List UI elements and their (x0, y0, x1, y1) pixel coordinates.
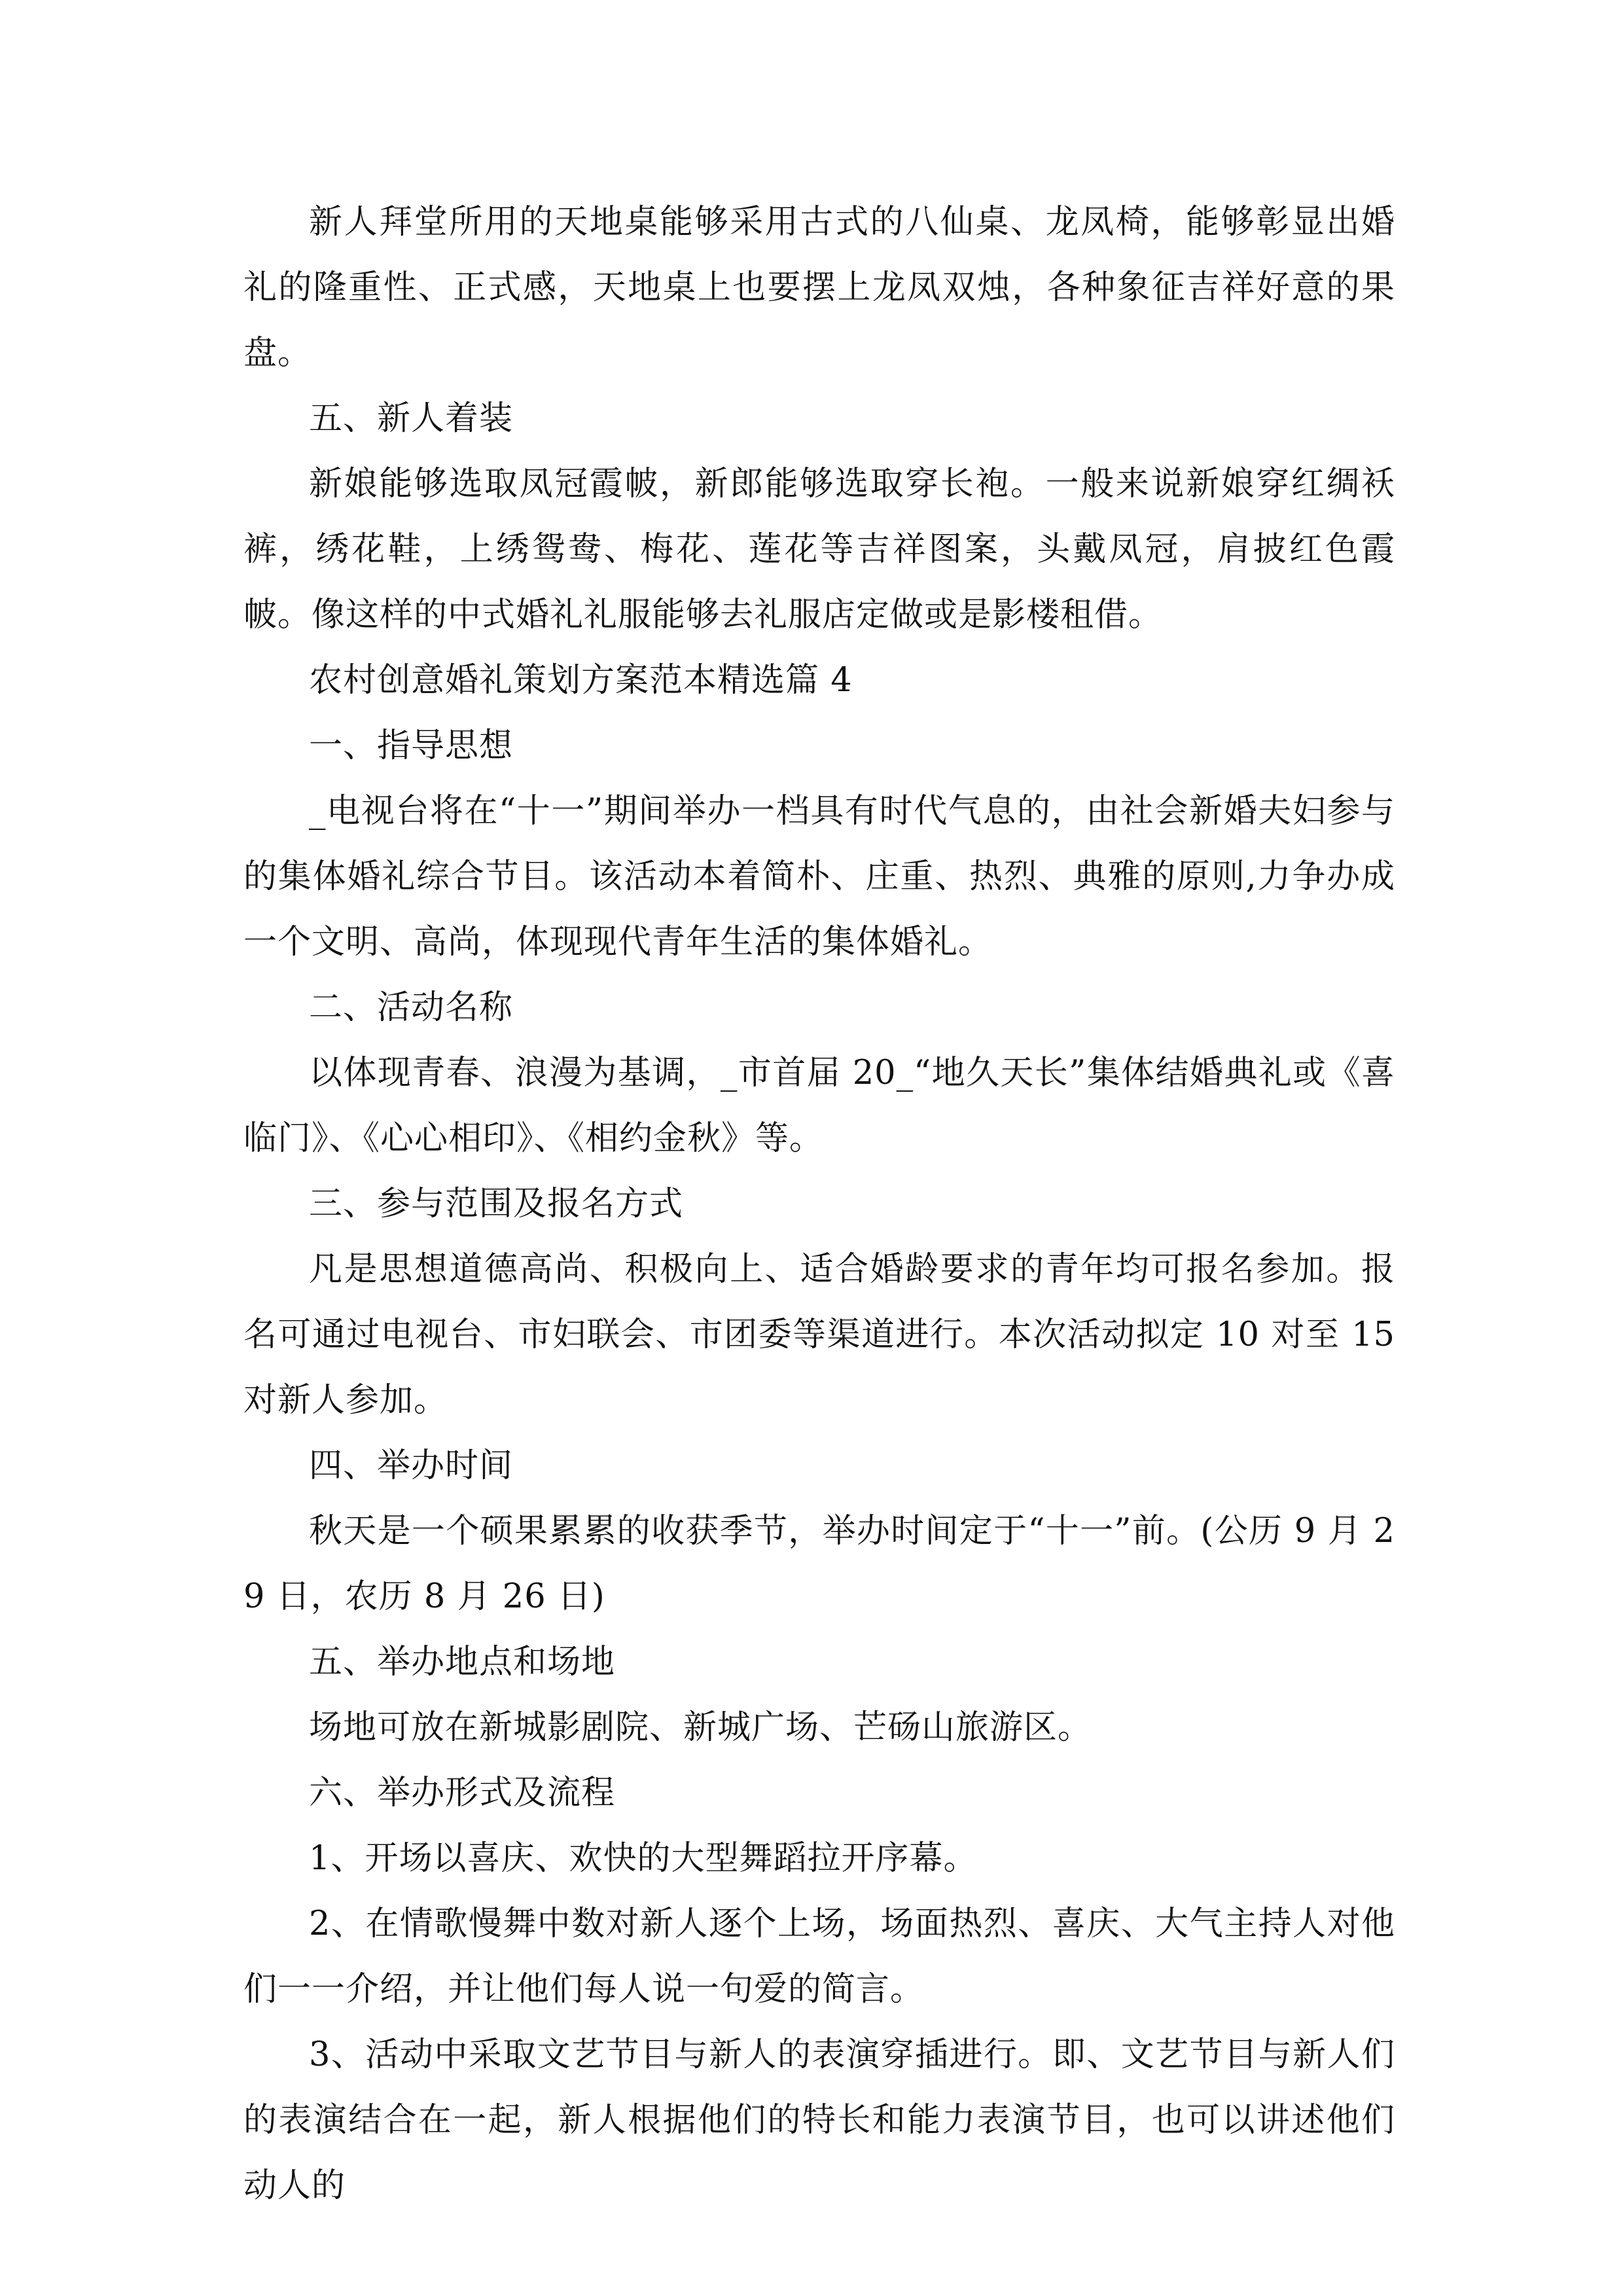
paragraph: 凡是思想道德高尚、积极向上、适合婚龄要求的青年均可报名参加。报名可通过电视台、市妇联会、市团委等渠道进行。本次活动拟定 10 对至 15 对新人参加。 (243, 1250, 1395, 1420)
list-item: 2、在情歌慢舞中数对新人逐个上场，场面热烈、喜庆、大气主持人对他们一一介绍，并让他们每人说一句爱的简言。 (243, 1905, 1395, 2009)
section-heading: 五、新人着装 (309, 399, 514, 438)
section-heading: 五、举办地点和场地 (309, 1643, 616, 1681)
paragraph: 以体现青春、浪漫为基调，_市首届 20_“地久天长”集体结婚典礼或《喜临门》、《心心相印》、《相约金秋》等。 (243, 1054, 1395, 1158)
paragraph: 新娘能够选取凤冠霞帔，新郎能够选取穿长袍。一般来说新娘穿红绸袄裤，绣花鞋，上绣鸳鸯、梅花、莲花等吉祥图案，头戴凤冠，肩披红色霞帔。像这样的中式婚礼礼服能够去礼服店定做或是影楼租借。 (243, 465, 1395, 634)
list-item: 3、活动中采取文艺节目与新人的表演穿插进行。即、文艺节目与新人们的表演结合在一起，新人根据他们的特长和能力表演节目，也可以讲述他们动人的 (243, 2036, 1395, 2205)
paragraph: 秋天是一个硕果累累的收获季节，举办时间定于“十一”前。(公历 9 月 29 日，农历 8 月 26 日) (243, 1512, 1395, 1616)
document-page (243, 190, 1395, 2219)
list-item: 1、开场以喜庆、欢快的大型舞蹈拉开序幕。 (309, 1839, 978, 1878)
section-heading: 四、举办时间 (309, 1446, 514, 1485)
paragraph: 场地可放在新城影剧院、新城广场、芒砀山旅游区。 (309, 1708, 1092, 1747)
paragraph: _电视台将在“十一”期间举办一档具有时代气息的，由社会新婚夫妇参与的集体婚礼综合节目。该活动本着简朴、庄重、热烈、典雅的原则,力争办成一个文明、高尚，体现现代青年生活的集体婚礼。 (243, 792, 1395, 961)
section-heading: 三、参与范围及报名方式 (309, 1185, 684, 1223)
section-heading: 一、指导思想 (309, 726, 514, 765)
article-title: 农村创意婚礼策划方案范本精选篇 4 (309, 661, 853, 700)
section-heading: 二、活动名称 (309, 988, 514, 1027)
section-heading: 六、举办形式及流程 (309, 1774, 616, 1812)
paragraph: 新人拜堂所用的天地桌能够采用古式的八仙桌、龙凤椅，能够彰显出婚礼的隆重性、正式感，天地桌上也要摆上龙凤双烛，各种象征吉祥好意的果盘。 (243, 203, 1395, 372)
